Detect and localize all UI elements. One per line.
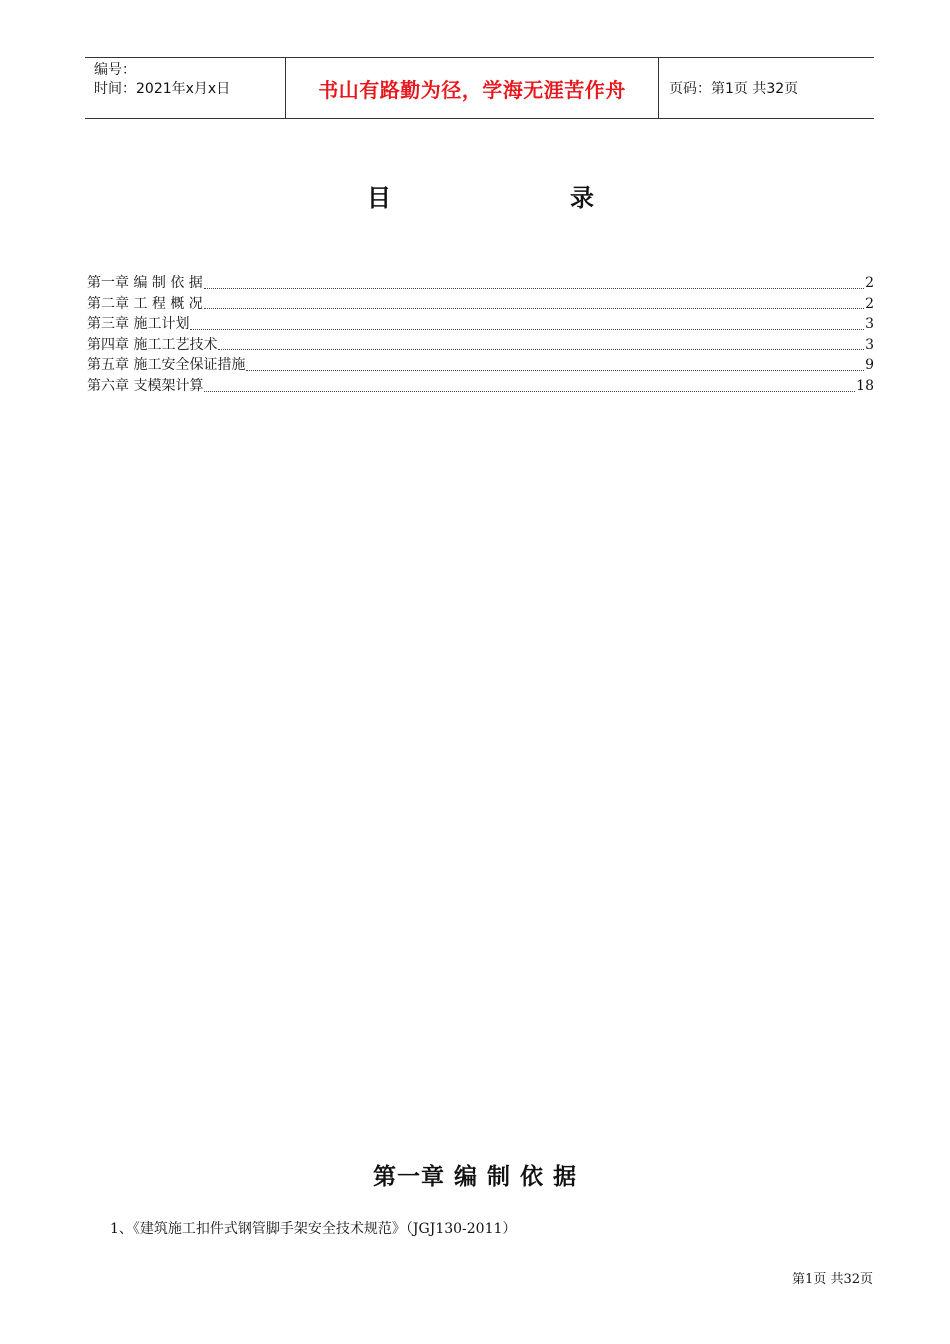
- toc-entry-page: 18: [856, 377, 874, 394]
- header-motto: 书山有路勤为径，学海无涯苦作舟: [286, 58, 659, 118]
- toc-entry-label: 第一章 编 制 依 据: [87, 275, 203, 291]
- toc-title-char-1: 目: [367, 184, 391, 212]
- toc-title-char-2: 录: [570, 184, 594, 212]
- toc-entry-page: 3: [865, 316, 874, 333]
- header-page-info: 页码：第1页 共32页: [669, 81, 799, 97]
- toc-leader-dots: [204, 287, 864, 289]
- toc-entry[interactable]: [87, 273, 874, 294]
- number-label: 编号：: [94, 62, 136, 78]
- header-meta: [85, 58, 286, 118]
- toc-entry-label: 第二章 工 程 概 况: [87, 295, 203, 312]
- toc-entry-label: 第四章 施工工艺技术: [87, 336, 218, 353]
- toc-entry-page: 2: [865, 275, 874, 291]
- chapter-title: 第一章 编 制 依 据: [372, 1164, 578, 1190]
- toc-entry[interactable]: [87, 314, 874, 335]
- toc-leader-dots: [190, 328, 864, 330]
- toc-entry-page: 9: [865, 357, 874, 374]
- toc-title: [0, 178, 950, 212]
- toc-entry-page: 3: [865, 336, 874, 353]
- toc-entry[interactable]: [87, 355, 874, 376]
- page-header: [85, 57, 874, 119]
- toc-entry-page: 2: [865, 295, 874, 312]
- toc-leader-dots: [204, 390, 855, 392]
- toc-entry-label: 第三章 施工计划: [87, 316, 190, 333]
- toc-leader-dots: [204, 307, 864, 309]
- toc-leader-dots: [246, 369, 864, 371]
- toc-entry-label: 第六章 支模架计算: [87, 377, 204, 394]
- toc-leader-dots: [218, 348, 864, 350]
- date-label: 时间：2021年x月x日: [94, 81, 231, 97]
- toc-entry-label: 第五章 施工安全保证措施: [87, 357, 246, 374]
- toc-entry[interactable]: [87, 335, 874, 356]
- reference-item: 1、《建筑施工扣件式钢管脚手架安全技术规范》（JGJ130-2011）: [110, 1221, 517, 1237]
- page-footer: 第1页 共32页: [792, 1272, 873, 1287]
- toc-entry[interactable]: [87, 376, 874, 397]
- table-of-contents: [87, 273, 874, 397]
- toc-entry[interactable]: [87, 294, 874, 315]
